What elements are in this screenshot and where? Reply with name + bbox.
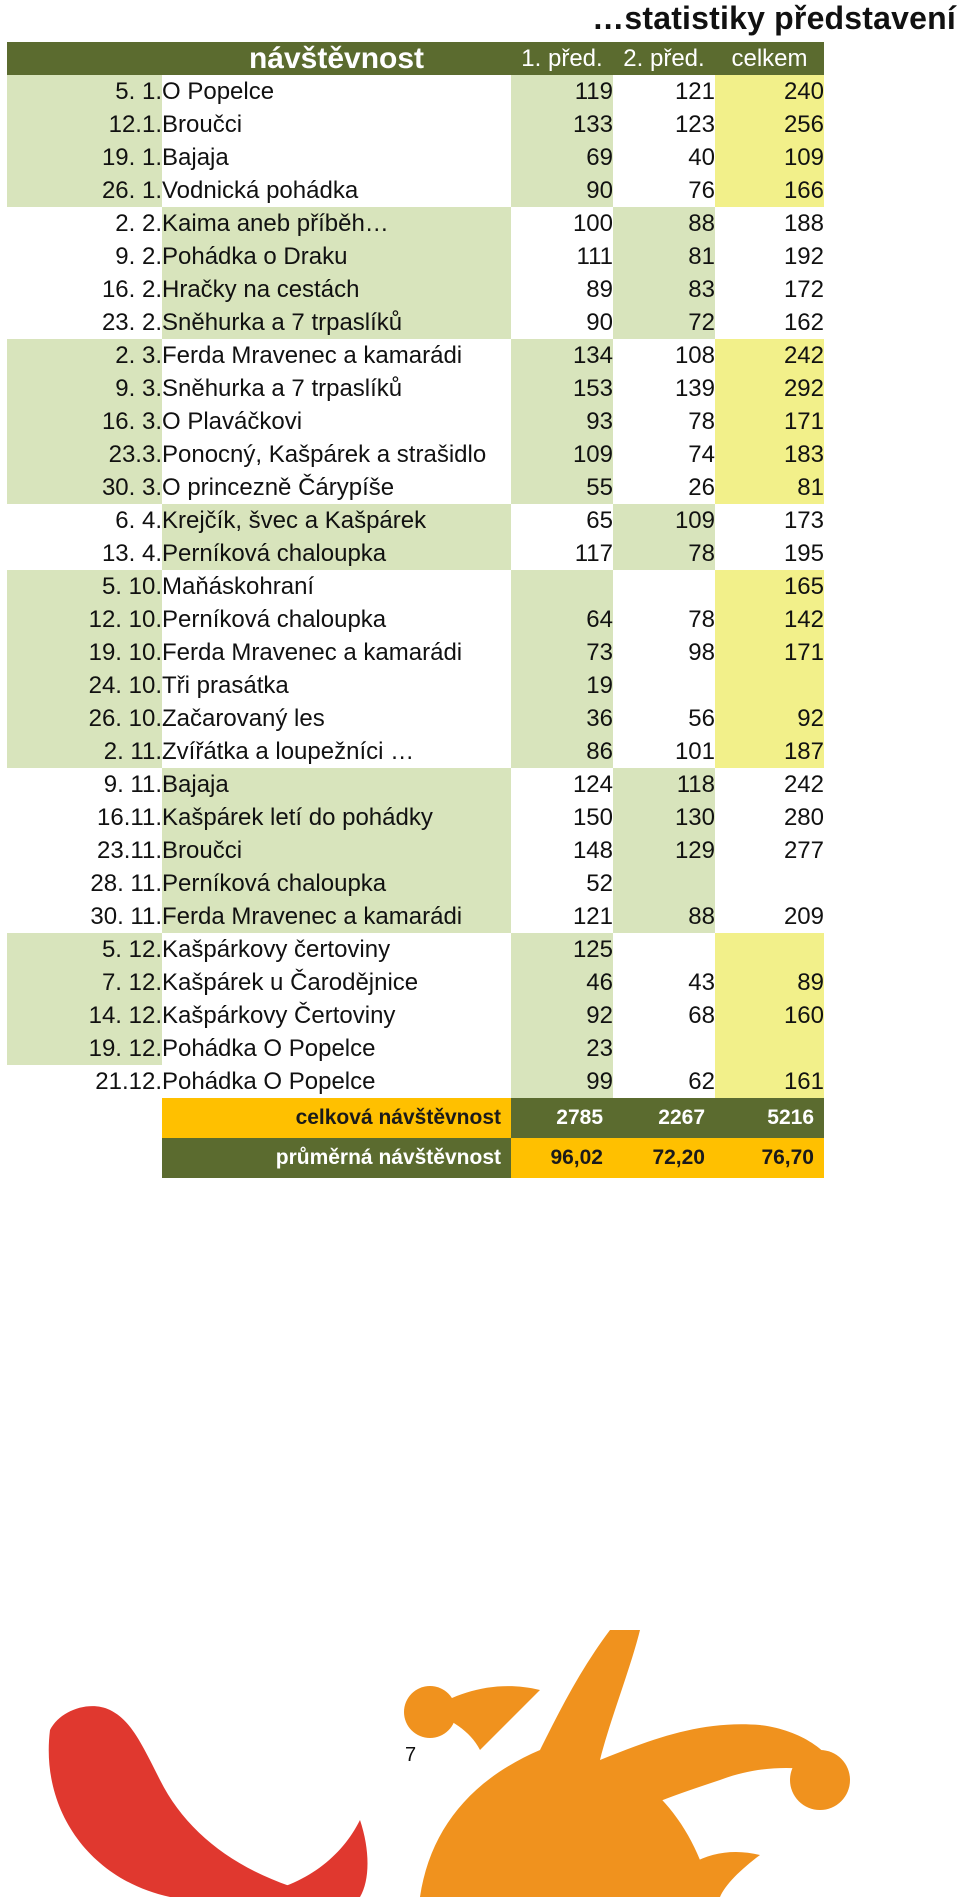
- table-header-row: [7, 42, 824, 75]
- second-show-count: 121: [613, 75, 715, 108]
- table-row: [7, 735, 824, 768]
- table-row: [7, 1065, 824, 1098]
- show-date: 21.12.: [7, 1065, 162, 1098]
- total-count: 165: [715, 570, 824, 603]
- total-count: [715, 669, 824, 702]
- second-show-count: 78: [613, 537, 715, 570]
- show-date: 23. 2.: [7, 306, 162, 339]
- first-show-count: 100: [511, 207, 613, 240]
- show-name: Pohádka O Popelce: [162, 1065, 511, 1098]
- second-show-count: 76: [613, 174, 715, 207]
- table-row: [7, 405, 824, 438]
- total-count: 192: [715, 240, 824, 273]
- show-date: 16. 2.: [7, 273, 162, 306]
- show-date: 12.1.: [7, 108, 162, 141]
- table-row: [7, 702, 824, 735]
- table-row: [7, 1032, 824, 1065]
- first-show-count: 52: [511, 867, 613, 900]
- show-date: 14. 12.: [7, 999, 162, 1032]
- first-show-count: 36: [511, 702, 613, 735]
- average-attendance-row: [7, 1138, 824, 1178]
- total-count: 142: [715, 603, 824, 636]
- second-show-count: [613, 669, 715, 702]
- show-date: 19. 1.: [7, 141, 162, 174]
- second-show-count: 26: [613, 471, 715, 504]
- total-count: [715, 1032, 824, 1065]
- first-show-count: 148: [511, 834, 613, 867]
- table-row: [7, 603, 824, 636]
- show-name: Broučci: [162, 108, 511, 141]
- first-show-count: 99: [511, 1065, 613, 1098]
- first-show-count: 125: [511, 933, 613, 966]
- first-show-count: 65: [511, 504, 613, 537]
- first-show-count: 64: [511, 603, 613, 636]
- second-show-count: 81: [613, 240, 715, 273]
- header-total: celkem: [715, 42, 824, 75]
- total-count: 162: [715, 306, 824, 339]
- header-first-show: 1. před.: [511, 42, 613, 75]
- second-show-count: 123: [613, 108, 715, 141]
- table-row: [7, 372, 824, 405]
- show-name: Kašpárkovy čertoviny: [162, 933, 511, 966]
- total-count: 92: [715, 702, 824, 735]
- total-attendance-label: celková návštěvnost: [162, 1098, 511, 1138]
- total-count: 188: [715, 207, 824, 240]
- show-name: O princezně Čárypíše: [162, 471, 511, 504]
- average-attendance-label: průměrná návštěvnost: [162, 1138, 511, 1178]
- second-show-count: 118: [613, 768, 715, 801]
- table-row: [7, 999, 824, 1032]
- total-count: 81: [715, 471, 824, 504]
- total-attendance-row: [7, 1098, 824, 1138]
- show-date: 19. 10.: [7, 636, 162, 669]
- show-name: Maňáskohraní: [162, 570, 511, 603]
- table-row: [7, 900, 824, 933]
- show-name: Vodnická pohádka: [162, 174, 511, 207]
- first-show-count: 90: [511, 174, 613, 207]
- show-name: Ponocný, Kašpárek a strašidlo: [162, 438, 511, 471]
- show-date: 28. 11.: [7, 867, 162, 900]
- first-show-count: 23: [511, 1032, 613, 1065]
- table-body: [7, 75, 824, 1098]
- first-show-count: 121: [511, 900, 613, 933]
- table-row: [7, 867, 824, 900]
- first-show-count: 46: [511, 966, 613, 999]
- show-name: Začarovaný les: [162, 702, 511, 735]
- show-date: 30. 3.: [7, 471, 162, 504]
- table-row: [7, 801, 824, 834]
- total-count: 171: [715, 636, 824, 669]
- show-date: 13. 4.: [7, 537, 162, 570]
- first-show-count: 93: [511, 405, 613, 438]
- table-row: [7, 273, 824, 306]
- second-show-count: 88: [613, 900, 715, 933]
- total-count: 183: [715, 438, 824, 471]
- total-count: 166: [715, 174, 824, 207]
- total-count: 277: [715, 834, 824, 867]
- show-name: Hračky na cestách: [162, 273, 511, 306]
- show-date: 16.11.: [7, 801, 162, 834]
- show-name: Kašpárek u Čarodějnice: [162, 966, 511, 999]
- show-date: 2. 11.: [7, 735, 162, 768]
- show-date: 2. 3.: [7, 339, 162, 372]
- second-show-count: [613, 1032, 715, 1065]
- table-row: [7, 966, 824, 999]
- header-blank: [7, 42, 162, 75]
- total-count: 171: [715, 405, 824, 438]
- table-row: [7, 108, 824, 141]
- page-title: …statistiky představení: [592, 0, 956, 36]
- total-count: 292: [715, 372, 824, 405]
- show-date: 9. 11.: [7, 768, 162, 801]
- second-show-count: 40: [613, 141, 715, 174]
- show-name: Sněhurka a 7 trpaslíků: [162, 372, 511, 405]
- table-row: [7, 504, 824, 537]
- show-name: Bajaja: [162, 768, 511, 801]
- header-second-show: 2. před.: [613, 42, 715, 75]
- second-show-count: 68: [613, 999, 715, 1032]
- table-row: [7, 207, 824, 240]
- table-row: [7, 834, 824, 867]
- show-date: 9. 2.: [7, 240, 162, 273]
- second-show-count: 43: [613, 966, 715, 999]
- show-date: 16. 3.: [7, 405, 162, 438]
- show-name: Ferda Mravenec a kamarádi: [162, 900, 511, 933]
- jester-hat-logo-icon: [0, 1630, 960, 1897]
- show-date: 12. 10.: [7, 603, 162, 636]
- table-row: [7, 306, 824, 339]
- second-show-count: 98: [613, 636, 715, 669]
- second-show-count: 109: [613, 504, 715, 537]
- show-date: 26. 1.: [7, 174, 162, 207]
- second-show-count: 78: [613, 603, 715, 636]
- first-show-count: 119: [511, 75, 613, 108]
- total-count: [715, 867, 824, 900]
- first-show-count: 109: [511, 438, 613, 471]
- show-name: Zvířátka a loupežníci …: [162, 735, 511, 768]
- first-show-count: [511, 570, 613, 603]
- total-second-show: 2267: [613, 1098, 715, 1138]
- first-show-count: 133: [511, 108, 613, 141]
- average-all: 76,70: [715, 1138, 824, 1178]
- show-date: 2. 2.: [7, 207, 162, 240]
- table-row: [7, 570, 824, 603]
- show-name: Pohádka o Draku: [162, 240, 511, 273]
- second-show-count: 62: [613, 1065, 715, 1098]
- total-count: 242: [715, 768, 824, 801]
- second-show-count: 56: [613, 702, 715, 735]
- second-show-count: 108: [613, 339, 715, 372]
- table-row: [7, 768, 824, 801]
- show-date: 24. 10.: [7, 669, 162, 702]
- table-row: [7, 339, 824, 372]
- total-count: 187: [715, 735, 824, 768]
- table-row: [7, 75, 824, 108]
- show-date: 19. 12.: [7, 1032, 162, 1065]
- second-show-count: [613, 570, 715, 603]
- total-first-show: 2785: [511, 1098, 613, 1138]
- first-show-count: 150: [511, 801, 613, 834]
- table-row: [7, 141, 824, 174]
- show-name: O Plaváčkovi: [162, 405, 511, 438]
- total-count: 109: [715, 141, 824, 174]
- first-show-count: 117: [511, 537, 613, 570]
- average-second-show: 72,20: [613, 1138, 715, 1178]
- show-date: 6. 4.: [7, 504, 162, 537]
- show-name: Krejčík, švec a Kašpárek: [162, 504, 511, 537]
- total-count: 172: [715, 273, 824, 306]
- total-count: 280: [715, 801, 824, 834]
- show-date: 5. 12.: [7, 933, 162, 966]
- show-name: Perníková chaloupka: [162, 867, 511, 900]
- show-date: 7. 12.: [7, 966, 162, 999]
- total-count: 242: [715, 339, 824, 372]
- show-date: 23.3.: [7, 438, 162, 471]
- table-row: [7, 174, 824, 207]
- first-show-count: 134: [511, 339, 613, 372]
- second-show-count: 130: [613, 801, 715, 834]
- show-name: Ferda Mravenec a kamarádi: [162, 636, 511, 669]
- total-count: [715, 933, 824, 966]
- first-show-count: 86: [511, 735, 613, 768]
- show-date: 9. 3.: [7, 372, 162, 405]
- table-row: [7, 240, 824, 273]
- first-show-count: 89: [511, 273, 613, 306]
- second-show-count: 78: [613, 405, 715, 438]
- total-count: 160: [715, 999, 824, 1032]
- average-first-show: 96,02: [511, 1138, 613, 1178]
- show-name: Perníková chaloupka: [162, 603, 511, 636]
- first-show-count: 90: [511, 306, 613, 339]
- show-name: Tři prasátka: [162, 669, 511, 702]
- show-date: 26. 10.: [7, 702, 162, 735]
- second-show-count: 74: [613, 438, 715, 471]
- show-name: Broučci: [162, 834, 511, 867]
- second-show-count: [613, 933, 715, 966]
- total-all: 5216: [715, 1098, 824, 1138]
- total-count: 240: [715, 75, 824, 108]
- show-name: Kašpárek letí do pohádky: [162, 801, 511, 834]
- header-attendance: návštěvnost: [162, 42, 511, 75]
- first-show-count: 55: [511, 471, 613, 504]
- table-row: [7, 438, 824, 471]
- second-show-count: 129: [613, 834, 715, 867]
- second-show-count: 101: [613, 735, 715, 768]
- show-name: Ferda Mravenec a kamarádi: [162, 339, 511, 372]
- second-show-count: 83: [613, 273, 715, 306]
- show-date: 23.11.: [7, 834, 162, 867]
- show-date: 5. 1.: [7, 75, 162, 108]
- show-date: 5. 10.: [7, 570, 162, 603]
- first-show-count: 124: [511, 768, 613, 801]
- second-show-count: [613, 867, 715, 900]
- first-show-count: 69: [511, 141, 613, 174]
- total-count: 161: [715, 1065, 824, 1098]
- table-row: [7, 933, 824, 966]
- total-count: 89: [715, 966, 824, 999]
- attendance-table: [7, 42, 824, 1178]
- show-name: Sněhurka a 7 trpaslíků: [162, 306, 511, 339]
- second-show-count: 72: [613, 306, 715, 339]
- show-name: Kašpárkovy Čertoviny: [162, 999, 511, 1032]
- show-name: Pohádka O Popelce: [162, 1032, 511, 1065]
- first-show-count: 19: [511, 669, 613, 702]
- show-name: Kaima aneb příběh…: [162, 207, 511, 240]
- first-show-count: 92: [511, 999, 613, 1032]
- show-name: O Popelce: [162, 75, 511, 108]
- second-show-count: 139: [613, 372, 715, 405]
- show-name: Bajaja: [162, 141, 511, 174]
- second-show-count: 88: [613, 207, 715, 240]
- total-count: 256: [715, 108, 824, 141]
- first-show-count: 153: [511, 372, 613, 405]
- first-show-count: 73: [511, 636, 613, 669]
- table-row: [7, 537, 824, 570]
- first-show-count: 111: [511, 240, 613, 273]
- total-count: 173: [715, 504, 824, 537]
- table-row: [7, 471, 824, 504]
- total-count: 209: [715, 900, 824, 933]
- table-row: [7, 669, 824, 702]
- show-name: Perníková chaloupka: [162, 537, 511, 570]
- page-number: 7: [405, 1744, 417, 1766]
- show-date: 30. 11.: [7, 900, 162, 933]
- total-count: 195: [715, 537, 824, 570]
- table-row: [7, 636, 824, 669]
